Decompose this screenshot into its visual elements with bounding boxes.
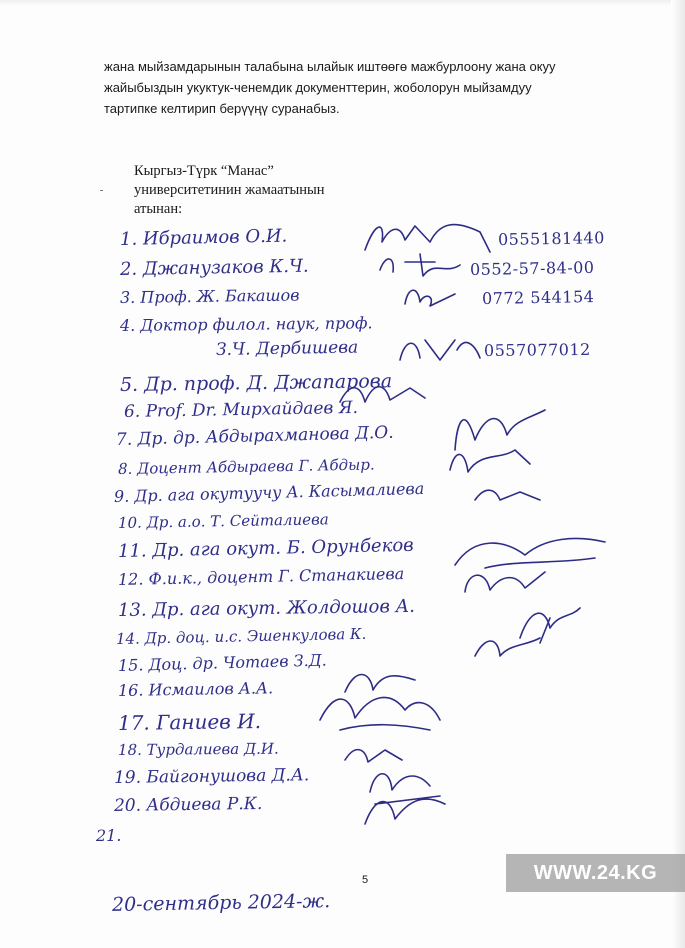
signatory-name: З.Ч. Дербишева [215,337,359,360]
signatory-name: 15. Доц. др. Чотаев З.Д. [117,650,327,675]
scan-top-edge [0,0,685,6]
signature-3 [400,282,470,312]
signatory-name: 5. Др. проф. Д. Джапарова [119,370,393,396]
signature-14 [470,626,550,666]
signature-20 [355,784,455,834]
signatory-name: 19. Байгонушова Д.А. [113,765,310,788]
signatory-name: 8. Доцент Абдыраева Г. Абдыр. [117,455,375,478]
intro-line: тартипке келтирип берүүңү суранабыз. [104,101,340,116]
page-number: 5 [362,874,369,886]
signatory-name: 10. Др. а.о. Т. Сейталиева [117,510,329,532]
signatory-name: 16. Исмаилов А.А. [117,678,274,700]
signatory-name: 6. Prof. Dr. Мирхайдаев Я. [123,397,359,422]
signatory-name: 12. Ф.и.к., доцент Г. Станакиева [117,564,405,589]
signatory-phone: 0552-57-84-00 [469,257,595,279]
intro-line: жана мыйзамдарынын талабына ылайык иштөөгө мажбурлоону жана окуу [104,59,556,74]
intro-line: жайыбыздын укуктук-ченемдик документтерин, жоболорун мыйзамдуу [104,80,532,95]
signature-12 [455,562,555,602]
signatory-name: 17. Ганиев И. [117,709,262,735]
watermark-logo: WWW.24.KG [506,854,685,892]
signatory-name: 1. Ибраимов О.И. [119,225,288,250]
signatory-name: 21. [96,826,122,845]
signatory-name: 2. Джанузаков К.Ч. [119,255,309,280]
org-line: Кыргыз-Түрк “Манас” [134,163,274,179]
signatory-name: 4. Доктор филол. наук, проф. [119,313,373,335]
signatory-name: 18. Турдалиева Д.И. [117,739,279,759]
signatory-name: 14. Др. доц. и.с. Эшенкулова К. [115,624,367,648]
signatory-name: 7. Др. др. Абдырахманова Д.О. [115,422,394,450]
signatory-phone: 0772 544154 [481,287,595,308]
org-line: атынан: [134,201,183,217]
handwritten-date: 20-сентябрь 2024-ж. [111,890,331,916]
intro-paragraph [104,56,632,119]
signatory-name: 9. Др. ага окутуучу А. Касымалиева [113,478,425,506]
org-line: университетинин жамаатынын [134,182,325,198]
signature-5 [330,372,430,412]
signatory-name: 20. Абдиева Р.К. [113,793,263,816]
signatory-phone: 0555181440 [497,228,605,249]
scan-speck [100,190,103,191]
signatory-name: 13. Др. ага окут. Жолдошов А. [117,595,416,621]
signature-16 [310,680,450,740]
signature-9 [470,478,550,508]
signatory-phone: 0557077012 [483,339,591,360]
signature-4 [395,330,485,370]
signatory-name: 3. Проф. Ж. Бакашов [119,285,300,307]
signature-2 [375,250,475,280]
signatory-name: 11. Др. ага окут. Б. Орунбеков [117,534,414,562]
signature-7 [440,440,540,480]
scan-right-edge [671,0,685,948]
organization-block [134,162,325,219]
